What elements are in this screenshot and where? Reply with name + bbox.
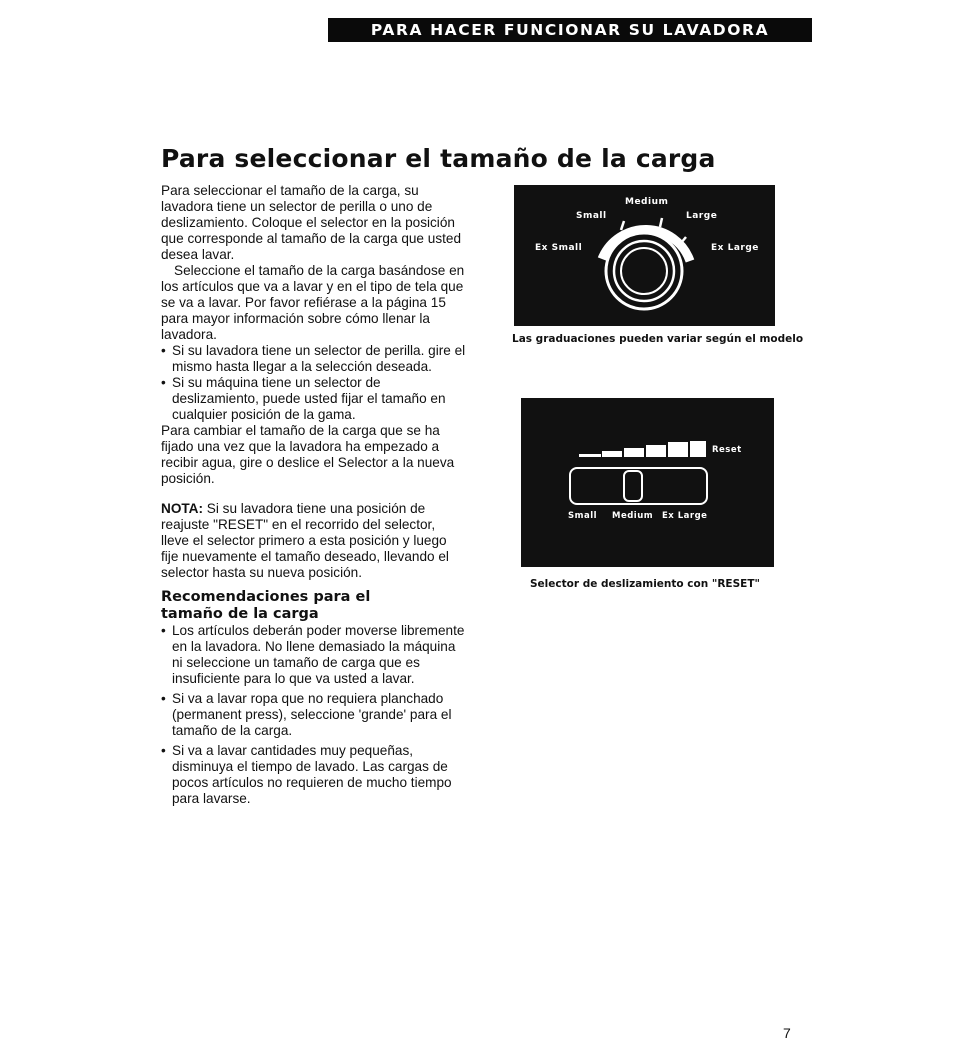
bullet-icon: •	[161, 623, 166, 638]
bullet-icon: •	[161, 691, 166, 706]
list-item: • Los artículos deberán poder moverse libremente en la lavadora. No llene demasiado la máquina ni seleccione un tamaño de carga que es insuficiente para lo que va usted a lavar.	[161, 623, 465, 686]
dial-label-ex-large: Ex Large	[711, 243, 759, 253]
change-paragraph: Para cambiar el tamaño de la carga que se ha fijado una vez que la lavadora ha empezado a recibir agua, gire o deslice el Selector a la nueva posición.	[161, 423, 455, 486]
main-text-column	[161, 183, 466, 807]
dial-figure-caption: Las graduaciones pueden variar según el modelo	[512, 333, 804, 345]
page-title: Para seleccionar el tamaño de la carga	[161, 144, 716, 173]
dial-label-medium: Medium	[625, 197, 669, 207]
bullet-icon: •	[161, 743, 166, 758]
bullet-icon: •	[161, 343, 166, 358]
slide-label-ex-large: Ex Large	[662, 511, 708, 521]
list-item: • Si su lavadora tiene un selector de perilla. gire el mismo hasta llegar a la selección deseada.	[161, 343, 466, 374]
section-heading: Recomendaciones para el tamaño de la carga	[161, 589, 371, 622]
slide-label-medium: Medium	[612, 511, 654, 521]
note-label: NOTA:	[161, 501, 204, 516]
note-paragraph	[161, 501, 466, 581]
intro-paragraph: Seleccione el tamaño de la carga basándose en los artículos que va a lavar y en el tipo de tela que se va a lavar. Por favor refiérase a la página 15 para mayor información sobre cómo llenar la lavadora.	[161, 263, 465, 342]
dial-label-large: Large	[686, 211, 718, 221]
dial-label-small: Small	[576, 211, 607, 221]
slide-selector-icon	[521, 398, 774, 567]
note-text: Si su lavadora tiene una posición de reajuste "RESET" en el recorrido del selector, lleve el selector primero a esta posición y luego fije nuevamente el tamaño deseado, llevando el selector hasta su nueva posición.	[161, 501, 449, 580]
list-item: • Si va a lavar ropa que no requiera planchado (permanent press), seleccione 'grande' para el tamaño de la carga.	[161, 691, 452, 738]
list-item: • Si va a lavar cantidades muy pequeñas, disminuya el tiempo de lavado. Las cargas de pocos artículos no requieren de mucho tiempo para lavarse.	[161, 743, 452, 806]
slide-selector-figure	[521, 398, 774, 567]
section-banner: PARA HACER FUNCIONAR SU LAVADORA	[328, 18, 812, 42]
dial-selector-figure	[514, 185, 775, 326]
bullet-icon: •	[161, 375, 166, 390]
list-item: • Si su máquina tiene un selector de deslizamiento, puede usted fijar el tamaño en cualquier posición de la gama.	[161, 375, 446, 422]
intro-paragraph: Para seleccionar el tamaño de la carga, su lavadora tiene un selector de perilla o uno de deslizamiento. Coloque el selector en la posición que corresponde al tamaño de la carga que usted desea lavar.	[161, 183, 462, 262]
slide-figure-caption: Selector de deslizamiento con "RESET"	[530, 578, 760, 590]
dial-label-ex-small: Ex Small	[535, 243, 583, 253]
slide-label-reset: Reset	[712, 445, 742, 455]
page-number: 7	[783, 1025, 791, 1041]
slide-label-small: Small	[568, 511, 598, 521]
